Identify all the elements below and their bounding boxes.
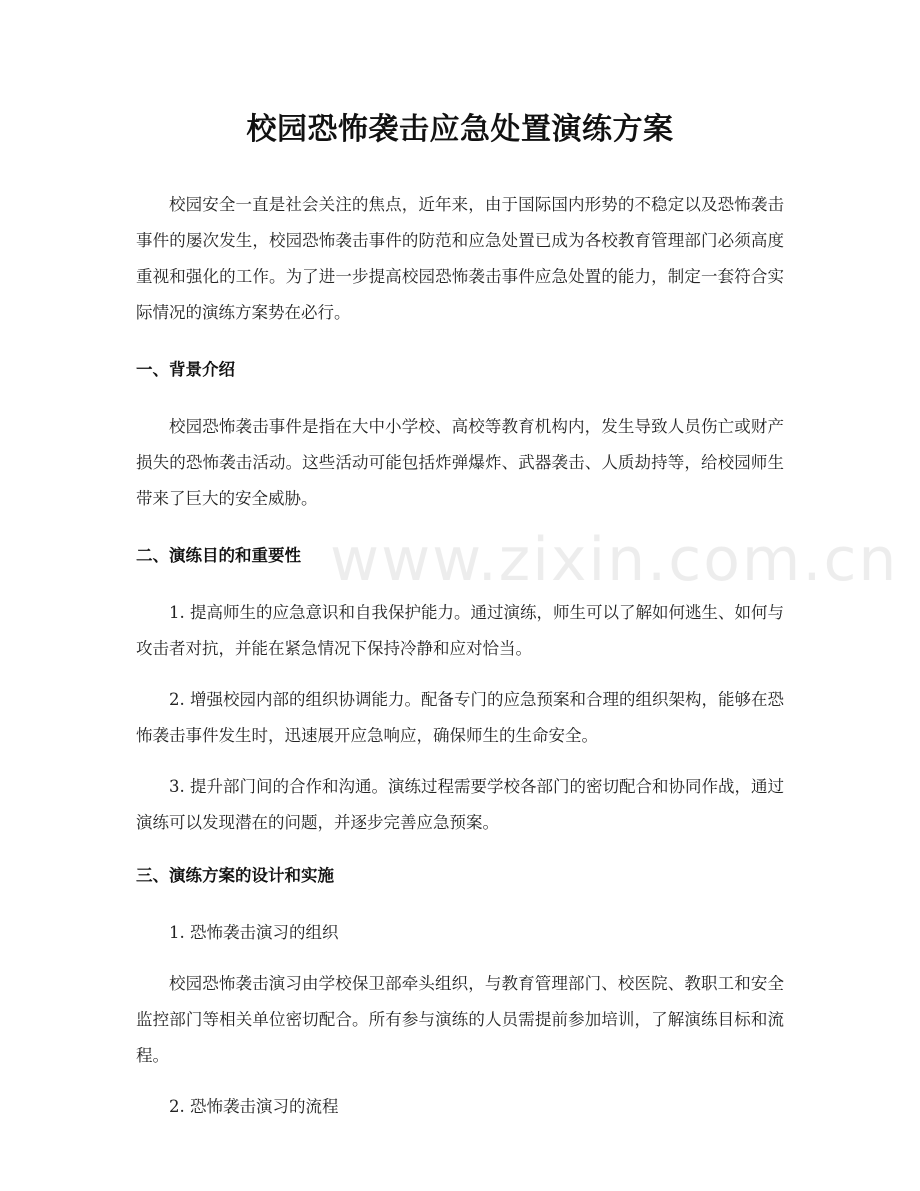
document-title: 校园恐怖袭击应急处置演练方案	[246, 112, 674, 147]
subheading-organization: 1. 恐怖袭击演习的组织	[169, 923, 339, 942]
list-item-1: 1. 提高师生的应急意识和自我保护能力。通过演练，师生可以了解如何逃生、如何与攻击者对抗，并能在紧急情况下保持冷静和应对恰当。	[136, 603, 784, 658]
section-heading-background: 一、背景介绍	[136, 360, 235, 379]
subheading-process: 2. 恐怖袭击演习的流程	[169, 1097, 339, 1116]
watermark: www.zixin.com.cn	[330, 525, 899, 595]
section-heading-design: 三、演练方案的设计和实施	[136, 866, 334, 885]
section-heading-purpose: 二、演练目的和重要性	[136, 546, 301, 565]
document-body	[136, 104, 784, 1125]
intro-paragraph: 校园安全一直是社会关注的焦点，近年来，由于国际国内形势的不稳定以及恐怖袭击事件的屡次发生，校园恐怖袭击事件的防范和应急处置已成为各校教育管理部门必须高度重视和强化的工作。为了进一步提高校园恐怖袭击事件应急处置的能力，制定一套符合实际情况的演练方案势在必行。	[136, 195, 784, 322]
list-item-3: 3. 提升部门间的合作和沟通。演练过程需要学校各部门的密切配合和协同作战，通过演练可以发现潜在的问题，并逐步完善应急预案。	[136, 777, 784, 832]
section-paragraph: 校园恐怖袭击事件是指在大中小学校、高校等教育机构内，发生导致人员伤亡或财产损失的恐怖袭击活动。这些活动可能包括炸弹爆炸、武器袭击、人质劫持等，给校园师生带来了巨大的安全威胁。	[136, 417, 784, 508]
section-paragraph: 校园恐怖袭击演习由学校保卫部牵头组织，与教育管理部门、校医院、教职工和安全监控部门等相关单位密切配合。所有参与演练的人员需提前参加培训，了解演练目标和流程。	[136, 974, 784, 1065]
list-item-2: 2. 增强校园内部的组织协调能力。配备专门的应急预案和合理的组织架构，能够在恐怖袭击事件发生时，迅速展开应急响应，确保师生的生命安全。	[136, 690, 784, 745]
